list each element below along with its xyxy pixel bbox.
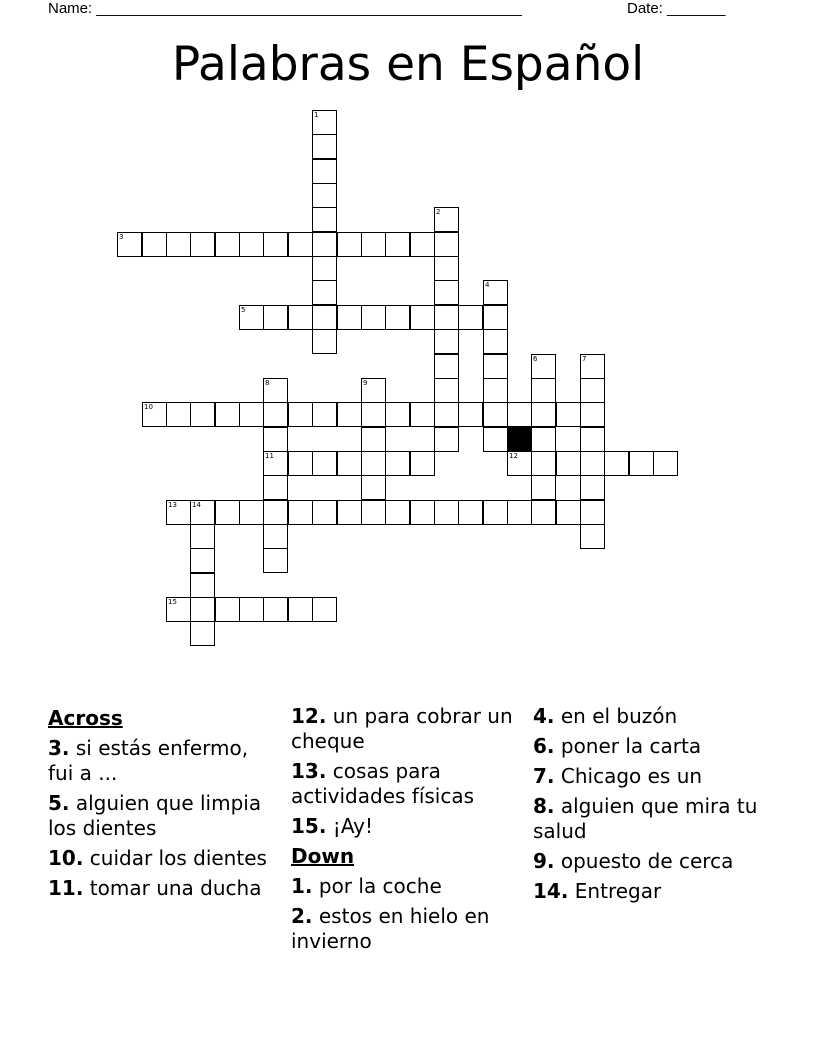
grid-cell[interactable]	[434, 280, 459, 305]
clue-item-number: 10.	[48, 846, 84, 870]
grid-cell[interactable]	[190, 621, 215, 646]
grid-cell[interactable]	[483, 280, 508, 305]
grid-cell[interactable]	[434, 305, 459, 330]
grid-cell[interactable]	[166, 232, 191, 257]
grid-cell[interactable]	[556, 500, 581, 525]
grid-cell[interactable]	[312, 280, 337, 305]
name-field-label: Name: ___________________________________________________	[48, 0, 522, 17]
grid-cell[interactable]	[580, 354, 605, 379]
grid-cell[interactable]	[434, 500, 459, 525]
grid-cell[interactable]	[312, 110, 337, 135]
grid-cell[interactable]	[190, 500, 215, 525]
grid-cell[interactable]	[385, 232, 410, 257]
grid-cell[interactable]	[653, 451, 678, 476]
clue-item	[533, 849, 763, 874]
clue-number: 11	[265, 452, 274, 460]
grid-cell[interactable]	[580, 451, 605, 476]
clue-item-number: 2.	[291, 904, 313, 928]
clue-item-text: por la coche	[312, 874, 442, 898]
clue-number: 12	[509, 452, 518, 460]
clue-item-number: 6.	[533, 734, 555, 758]
grid-cell[interactable]	[458, 305, 483, 330]
grid-cell[interactable]	[190, 573, 215, 598]
grid-cell[interactable]	[239, 500, 264, 525]
grid-cell[interactable]	[458, 402, 483, 427]
clue-item	[291, 874, 521, 899]
clue-item-text: si estás enfermo, fui a ...	[48, 736, 249, 785]
grid-cell[interactable]	[556, 402, 581, 427]
clue-item-text: Entregar	[568, 879, 662, 903]
clue-number: 5	[241, 306, 246, 314]
grid-cell[interactable]	[190, 524, 215, 549]
clues-column-3	[533, 704, 763, 909]
grid-cell[interactable]	[263, 232, 288, 257]
clue-item-text: opuesto de cerca	[554, 849, 734, 873]
grid-cell[interactable]	[337, 500, 362, 525]
grid-cell[interactable]	[580, 524, 605, 549]
grid-cell[interactable]	[531, 500, 556, 525]
clue-item	[533, 704, 763, 729]
clue-item-number: 15.	[291, 814, 327, 838]
grid-cell[interactable]	[434, 207, 459, 232]
grid-cell[interactable]	[215, 500, 240, 525]
clue-item-text: cosas para actividades físicas	[291, 759, 475, 808]
grid-cell[interactable]	[117, 232, 142, 257]
clue-item	[291, 814, 521, 839]
grid-cell[interactable]	[239, 597, 264, 622]
grid-cell[interactable]	[531, 402, 556, 427]
grid-cell[interactable]	[531, 451, 556, 476]
clue-item	[533, 879, 763, 904]
grid-cell[interactable]	[312, 159, 337, 184]
grid-cell[interactable]	[312, 232, 337, 257]
clue-item-text: alguien que mira tu salud	[533, 794, 758, 843]
grid-cell[interactable]	[410, 305, 435, 330]
clue-item-text: un para cobrar un cheque	[291, 704, 513, 753]
grid-cell[interactable]	[483, 329, 508, 354]
grid-cell[interactable]	[166, 500, 191, 525]
grid-cell[interactable]	[410, 451, 435, 476]
clue-item	[533, 764, 763, 789]
clue-item-number: 4.	[533, 704, 555, 728]
grid-cell[interactable]	[531, 354, 556, 379]
grid-cell[interactable]	[361, 232, 386, 257]
clue-number: 1	[314, 111, 319, 119]
grid-cell[interactable]	[288, 597, 313, 622]
grid-cell[interactable]	[580, 475, 605, 500]
clue-item-number: 8.	[533, 794, 555, 818]
grid-cell[interactable]	[215, 597, 240, 622]
clue-number: 15	[168, 598, 177, 606]
grid-cell[interactable]	[263, 402, 288, 427]
grid-cell[interactable]	[215, 402, 240, 427]
grid-cell[interactable]	[337, 451, 362, 476]
grid-cell[interactable]	[361, 305, 386, 330]
grid-cell[interactable]	[556, 451, 581, 476]
clue-number: 8	[265, 379, 270, 387]
grid-cell[interactable]	[458, 500, 483, 525]
grid-cell[interactable]	[263, 500, 288, 525]
grid-cell[interactable]	[288, 451, 313, 476]
clue-number: 7	[582, 355, 587, 363]
grid-cell[interactable]	[434, 427, 459, 452]
grid-cell[interactable]	[312, 256, 337, 281]
grid-cell[interactable]	[263, 475, 288, 500]
clues-column-1	[48, 704, 278, 906]
grid-cell[interactable]	[312, 597, 337, 622]
clue-item-text: Chicago es un	[554, 764, 703, 788]
grid-cell[interactable]	[483, 354, 508, 379]
clue-item-number: 13.	[291, 759, 327, 783]
grid-cell[interactable]	[507, 402, 532, 427]
clue-item	[291, 704, 521, 754]
grid-cell[interactable]	[215, 232, 240, 257]
clue-number: 3	[119, 233, 124, 241]
grid-cell[interactable]	[629, 451, 654, 476]
grid-cell[interactable]	[142, 402, 167, 427]
date-field-label: Date: _______	[627, 0, 726, 17]
grid-cell[interactable]	[166, 402, 191, 427]
clue-number: 10	[144, 403, 153, 411]
grid-cell[interactable]	[312, 305, 337, 330]
grid-cell[interactable]	[288, 305, 313, 330]
grid-cell[interactable]	[580, 500, 605, 525]
clue-item	[48, 791, 278, 841]
clue-item-number: 7.	[533, 764, 555, 788]
grid-cell[interactable]	[312, 183, 337, 208]
clue-item	[291, 904, 521, 954]
grid-cell[interactable]	[361, 451, 386, 476]
grid-cell[interactable]	[361, 475, 386, 500]
grid-cell[interactable]	[312, 329, 337, 354]
grid-cell[interactable]	[434, 232, 459, 257]
grid-cell[interactable]	[531, 378, 556, 403]
grid-cell[interactable]	[263, 548, 288, 573]
grid-cell[interactable]	[337, 402, 362, 427]
grid-cell[interactable]	[190, 597, 215, 622]
grid-cell[interactable]	[434, 329, 459, 354]
clue-item-text: ¡Ay!	[326, 814, 373, 838]
clue-number: 13	[168, 501, 177, 509]
grid-cell[interactable]	[312, 402, 337, 427]
grid-cell[interactable]	[361, 378, 386, 403]
clue-item-text: en el buzón	[554, 704, 678, 728]
grid-cell[interactable]	[263, 305, 288, 330]
grid-cell[interactable]	[263, 427, 288, 452]
grid-cell[interactable]	[190, 232, 215, 257]
clue-item-number: 5.	[48, 791, 70, 815]
grid-cell[interactable]	[385, 500, 410, 525]
black-cell	[507, 427, 532, 452]
grid-cell[interactable]	[337, 305, 362, 330]
grid-cell[interactable]	[434, 402, 459, 427]
clue-item-number: 14.	[533, 879, 569, 903]
clue-item	[48, 846, 278, 871]
clue-item-number: 9.	[533, 849, 555, 873]
grid-cell[interactable]	[604, 451, 629, 476]
grid-cell[interactable]	[434, 378, 459, 403]
grid-cell[interactable]	[410, 232, 435, 257]
grid-cell[interactable]	[288, 232, 313, 257]
grid-cell[interactable]	[312, 500, 337, 525]
clue-number: 6	[533, 355, 538, 363]
grid-cell[interactable]	[190, 548, 215, 573]
grid-cell[interactable]	[507, 451, 532, 476]
clue-item-number: 1.	[291, 874, 313, 898]
clue-section-heading: Down	[291, 844, 355, 868]
grid-cell[interactable]	[483, 305, 508, 330]
grid-cell[interactable]	[312, 451, 337, 476]
clue-number: 9	[363, 379, 368, 387]
clue-item-number: 3.	[48, 736, 70, 760]
page-title: Palabras en Español	[171, 37, 645, 92]
clue-item-text: tomar una ducha	[83, 876, 262, 900]
grid-cell[interactable]	[385, 451, 410, 476]
grid-cell[interactable]	[361, 402, 386, 427]
clue-item-number: 12.	[291, 704, 327, 728]
clue-item-number: 11.	[48, 876, 84, 900]
grid-cell[interactable]	[312, 134, 337, 159]
grid-cell[interactable]	[531, 427, 556, 452]
grid-cell[interactable]	[361, 500, 386, 525]
grid-cell[interactable]	[239, 305, 264, 330]
clue-section-heading: Across	[48, 706, 123, 730]
clue-item-text: cuidar los dientes	[83, 846, 267, 870]
clue-item	[48, 876, 278, 901]
grid-cell[interactable]	[385, 402, 410, 427]
clue-item-text: estos en hielo en invierno	[291, 904, 490, 953]
grid-cell[interactable]	[337, 232, 362, 257]
grid-cell[interactable]	[483, 378, 508, 403]
grid-cell[interactable]	[434, 256, 459, 281]
grid-cell[interactable]	[410, 402, 435, 427]
grid-cell[interactable]	[312, 207, 337, 232]
grid-cell[interactable]	[263, 451, 288, 476]
clues-column-2	[291, 704, 521, 959]
clue-number: 4	[485, 281, 490, 289]
grid-cell[interactable]	[263, 378, 288, 403]
grid-cell[interactable]	[483, 402, 508, 427]
grid-cell[interactable]	[507, 500, 532, 525]
grid-cell[interactable]	[580, 378, 605, 403]
grid-cell[interactable]	[580, 402, 605, 427]
grid-cell[interactable]	[483, 500, 508, 525]
clue-number: 14	[192, 501, 201, 509]
grid-cell[interactable]	[263, 597, 288, 622]
grid-cell[interactable]	[288, 402, 313, 427]
clue-item	[291, 759, 521, 809]
grid-cell[interactable]	[288, 500, 313, 525]
grid-cell[interactable]	[580, 427, 605, 452]
clue-item	[533, 794, 763, 844]
grid-cell[interactable]	[263, 524, 288, 549]
grid-cell[interactable]	[531, 475, 556, 500]
clue-number: 2	[436, 208, 441, 216]
grid-cell[interactable]	[361, 427, 386, 452]
grid-cell[interactable]	[239, 232, 264, 257]
grid-cell[interactable]	[190, 402, 215, 427]
clue-item	[48, 736, 278, 786]
grid-cell[interactable]	[385, 305, 410, 330]
grid-cell[interactable]	[434, 354, 459, 379]
grid-cell[interactable]	[166, 597, 191, 622]
grid-cell[interactable]	[483, 427, 508, 452]
clue-item-text: poner la carta	[554, 734, 702, 758]
clue-item	[533, 734, 763, 759]
grid-cell[interactable]	[239, 402, 264, 427]
clue-item-text: alguien que limpia los dientes	[48, 791, 262, 840]
grid-cell[interactable]	[410, 500, 435, 525]
grid-cell[interactable]	[142, 232, 167, 257]
